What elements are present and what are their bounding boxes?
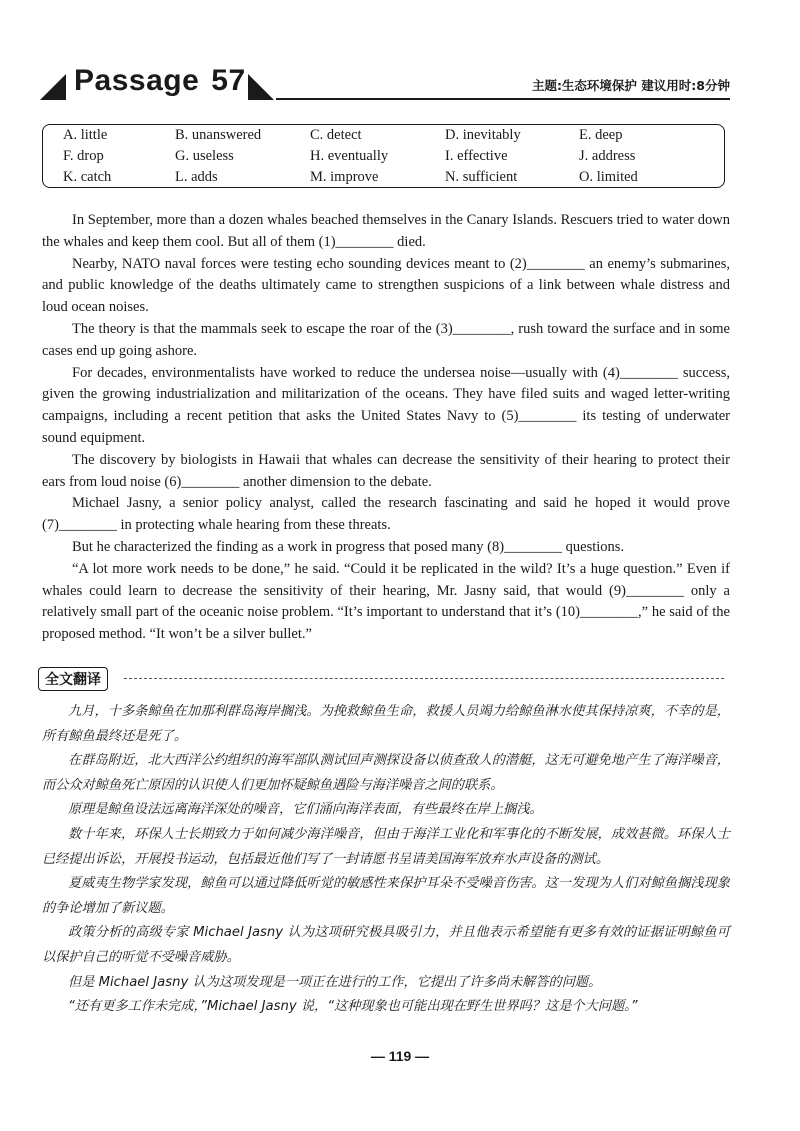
passage-paragraph: For decades, environmentalists have worked to reduce the undersea noise—usually with (4)________ success, given the growing industrialization and militarization of the oceans. They have filed suits and waged letter-writing campaigns, including a recent petition that asks the United States Navy to (5)________ its testing of underwater sound equipment. bbox=[42, 364, 730, 446]
passage-paragraph: But he characterized the finding as a work in progress that posed many (8)________ questions. bbox=[72, 538, 625, 555]
passage-title bbox=[74, 64, 246, 98]
word-option: B. unanswered bbox=[175, 127, 262, 143]
word-option: F. drop bbox=[63, 148, 104, 164]
word-bank bbox=[42, 124, 725, 188]
translation-header bbox=[38, 667, 728, 693]
word-option: H. eventually bbox=[310, 148, 389, 164]
word-option: E. deep bbox=[579, 127, 623, 143]
passage-header bbox=[40, 62, 730, 106]
translation-paragraph: 政策分析的高级专家 Michael Jasny 认为这项研究极具吸引力，并且他表示希望能有更多有效的证据证明鲸鱼可以保护自己的听觉不受噪音威胁。 bbox=[42, 925, 730, 965]
passage-paragraph: The discovery by biologists in Hawaii that whales can decrease the sensitivity of their hearing to protect their ears from loud noise (6)________ another dimension to the debate. bbox=[42, 451, 730, 490]
translation-text bbox=[42, 700, 730, 1020]
passage-paragraph: Michael Jasny, a senior policy analyst, called the research fascinating and said he hoped it would prove (7)________ in protecting whale hearing from these threats. bbox=[42, 495, 730, 534]
passage-label: Passage bbox=[74, 64, 200, 97]
passage-paragraph: In September, more than a dozen whales beached themselves in the Canary Islands. Rescuers tried to water down the whales and keep them cool. But all of them (1)________ died. bbox=[42, 212, 730, 250]
word-option: O. limited bbox=[579, 169, 638, 185]
word-option: N. sufficient bbox=[445, 169, 518, 185]
word-option: J. address bbox=[579, 148, 636, 164]
word-option: M. improve bbox=[310, 169, 379, 185]
translation-paragraph: 但是 Michael Jasny 认为这项发现是一项正在进行的工作，它提出了许多尚未解答的问题。 bbox=[68, 974, 602, 990]
passage-paragraph: “A lot more work needs to be done,” he said. “Could it be replicated in the wild? It’s a huge question.” Even if whales could learn to decrease the sensitivity of their hearing, Mr. Jasny said, that would (9)________ only a relatively small part of the oceanic noise problem. “It’s important to understand that it’s (10)________,” he said of the proposed method. “It won’t be a silver bullet.” bbox=[42, 560, 730, 643]
word-option: I. effective bbox=[445, 148, 508, 164]
translation-paragraph: 原理是鲸鱼设法远离海洋深处的噪音，它们涌向海洋表面，有些最终在岸上搁浅。 bbox=[68, 802, 543, 818]
translation-paragraph: 在群岛附近，北大西洋公约组织的海军部队测试回声测探设备以侦查敌人的潜艇，这无可避免地产生了海洋噪音，而公众对鲸鱼死亡原因的认识使人们更加怀疑鲸鱼遇险与海洋噪音之间的联系。 bbox=[42, 753, 730, 793]
word-option: C. detect bbox=[310, 127, 362, 143]
page-number: — 119 — bbox=[370, 1048, 430, 1064]
translation-badge: 全文翻译 bbox=[38, 667, 108, 691]
dashed-divider bbox=[124, 678, 724, 679]
passage-number: 57 bbox=[211, 64, 246, 97]
word-option: A. little bbox=[63, 127, 108, 143]
word-bank-grid bbox=[63, 127, 724, 190]
header-divider bbox=[276, 98, 730, 100]
topic-and-time: 主题:生态环境保护 建议用时:8分钟 bbox=[531, 78, 730, 93]
translation-paragraph: 夏威夷生物学家发现，鲸鱼可以通过降低听觉的敏感性来保护耳朵不受噪音伤害。这一发现为人们对鲸鱼搁浅现象的争论增加了新议题。 bbox=[42, 876, 730, 916]
translation-paragraph: 九月，十多条鲸鱼在加那利群岛海岸搁浅。为挽救鲸鱼生命，救援人员竭力给鲸鱼淋水使其保持凉爽，不幸的是，所有鲸鱼最终还是死了。 bbox=[42, 704, 730, 744]
word-option: G. useless bbox=[175, 148, 234, 164]
right-triangle-icon bbox=[248, 74, 274, 100]
translation-paragraph: 数十年来，环保人士长期致力于如何减少海洋噪音，但由于海洋工业化和军事化的不断发展，成效甚微。环保人士已经提出诉讼，开展投书运动，包括最近他们写了一封请愿书呈请美国海军放弃水声设备的测试。 bbox=[42, 826, 730, 867]
word-option: D. inevitably bbox=[445, 127, 521, 143]
translation-paragraph: “还有更多工作未完成，”Michael Jasny 说，“这种现象也可能出现在野生世界吗？这是个大问题。” bbox=[68, 999, 638, 1015]
word-option: L. adds bbox=[175, 169, 218, 185]
left-triangle-icon bbox=[40, 74, 66, 100]
passage-text bbox=[42, 210, 730, 646]
passage-paragraph: Nearby, NATO naval forces were testing echo sounding devices meant to (2)________ an enemy’s submarines, and public knowledge of the deaths ultimately came to strengthen suspicions of a link between whale distress and loud ocean noises. bbox=[42, 255, 730, 316]
word-option: K. catch bbox=[63, 169, 112, 185]
passage-paragraph: The theory is that the mammals seek to escape the roar of the (3)________, rush toward the surface and in some cases end up going ashore. bbox=[42, 320, 730, 359]
